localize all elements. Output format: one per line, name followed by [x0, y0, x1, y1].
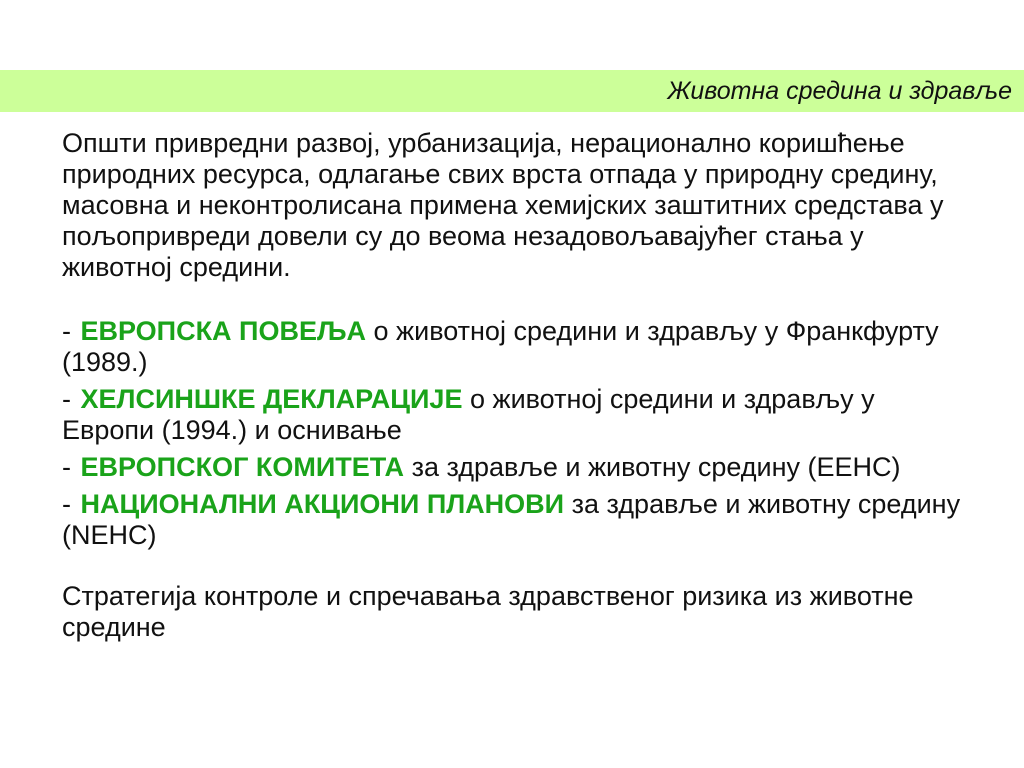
item-text: о животној средини и здрављу у Франкфурту (1989.)	[62, 316, 939, 377]
item-text: за здравље и животну средину (NEHC)	[62, 489, 961, 550]
highlight-phrase: ХЕЛСИНШКЕ ДЕКЛАРАЦИЈЕ	[80, 384, 463, 414]
title-bar	[0, 70, 1024, 112]
item-text: о животној средини и здрављу у Европи (1994.) и оснивање	[62, 384, 875, 445]
slide-content	[62, 128, 962, 643]
slide-title: Животна средина и здравље	[667, 77, 1012, 105]
list-item	[62, 316, 962, 378]
item-text: за здравље и животну средину (ЕЕНС)	[411, 452, 901, 482]
closing-paragraph: Стратегија контроле и спречавања здравственог ризика из животне средине	[62, 581, 914, 642]
dash-marker: -	[62, 489, 71, 519]
list-item	[62, 452, 962, 483]
dash-marker: -	[62, 316, 71, 346]
intro-paragraph: Општи привредни развој, урбанизација, нерационално коришћење природних ресурса, одлагање свих врста отпада у природну средину, масовна и неконтролисана примена хемијских заштитних средстава у пољопривреди довели су до веома незадовољавајућег стања у животној средини.	[62, 128, 944, 282]
bullet-list	[62, 316, 962, 551]
dash-marker: -	[62, 452, 71, 482]
highlight-phrase: ЕВРОПСКОГ КОМИТЕТА	[80, 452, 405, 482]
dash-marker: -	[62, 384, 71, 414]
highlight-phrase: ЕВРОПСКА ПОВЕЉА	[80, 316, 367, 346]
list-item	[62, 489, 962, 551]
highlight-phrase: НАЦИОНАЛНИ АКЦИОНИ ПЛАНОВИ	[80, 489, 565, 519]
list-item	[62, 384, 962, 446]
